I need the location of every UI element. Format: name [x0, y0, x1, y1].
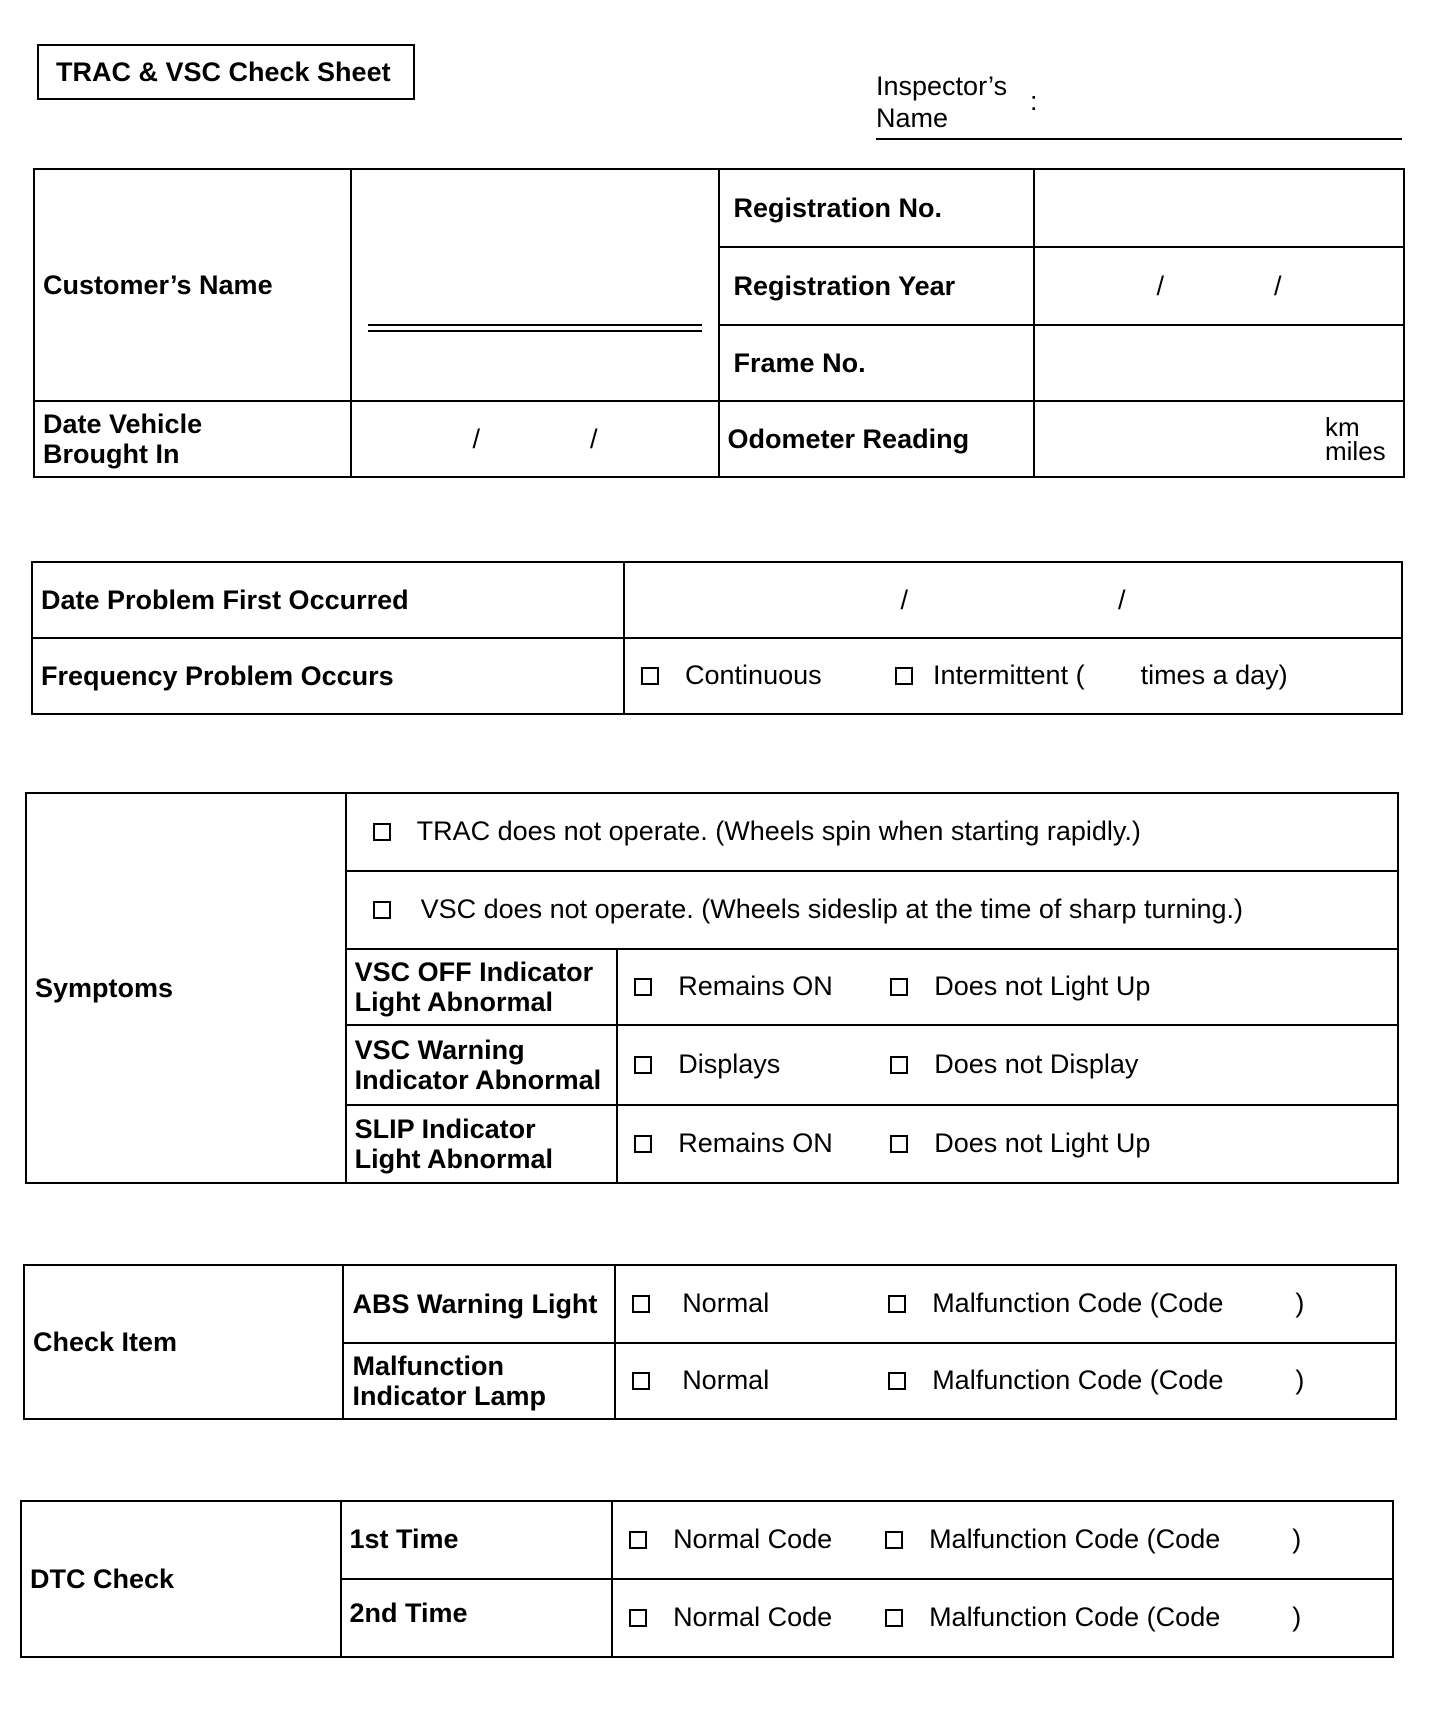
- slip-options: [617, 1105, 1398, 1183]
- vsc-symptom-text: VSC does not operate. (Wheels sideslip at the time of sharp turning.): [420, 894, 1243, 925]
- checkbox-icon[interactable]: [634, 1056, 652, 1074]
- checkbox-icon[interactable]: [632, 1372, 650, 1390]
- date-slash: /: [472, 423, 480, 454]
- odometer-field[interactable]: [1034, 401, 1404, 477]
- close-paren: ): [1292, 1602, 1302, 1633]
- checkbox-icon[interactable]: [890, 1135, 908, 1153]
- abs-warning-light-label: ABS Warning Light: [343, 1265, 615, 1343]
- first-time-options: [612, 1501, 1393, 1579]
- checkbox-icon[interactable]: [641, 667, 659, 685]
- registration-year-field[interactable]: [1034, 247, 1404, 325]
- malfunction-code-option: Malfunction Code (Code: [929, 1524, 1221, 1555]
- close-paren: ): [1292, 1524, 1302, 1555]
- checkbox-icon[interactable]: [632, 1295, 650, 1313]
- registration-year-label: Registration Year: [719, 247, 1034, 325]
- second-time-options: [612, 1579, 1393, 1657]
- date-brought-in-field[interactable]: [351, 401, 718, 477]
- mil-line1: Malfunction: [352, 1351, 504, 1381]
- registration-no-label: Registration No.: [719, 169, 1034, 247]
- date-brought-in-line2: Brought In: [43, 439, 180, 469]
- inspector-name-label: [876, 70, 1007, 134]
- vsc-off-options: [617, 949, 1398, 1025]
- remains-on-option: Remains ON: [678, 1128, 833, 1159]
- vsc-symptom: [346, 871, 1398, 949]
- mil-line2: Indicator Lamp: [352, 1381, 546, 1411]
- date-slash: /: [589, 423, 598, 454]
- malfunction-indicator-lamp-label: [343, 1343, 615, 1419]
- slip-indicator-label: [346, 1105, 618, 1183]
- symptoms-table: [25, 792, 1399, 1184]
- does-not-light-up-option: Does not Light Up: [934, 971, 1151, 1002]
- checkbox-icon[interactable]: [895, 667, 913, 685]
- date-brought-in-label: [34, 401, 351, 477]
- mil-options: [615, 1343, 1396, 1419]
- first-time-label: 1st Time: [341, 1501, 613, 1579]
- trac-symptom: [346, 793, 1398, 871]
- normal-option: Normal: [682, 1365, 770, 1396]
- check-item-table: [23, 1264, 1397, 1420]
- normal-code-option: Normal Code: [673, 1524, 833, 1555]
- checkbox-icon[interactable]: [885, 1531, 903, 1549]
- remains-on-option: Remains ON: [678, 971, 833, 1002]
- checkbox-icon[interactable]: [629, 1531, 647, 1549]
- odometer-unit-km: km: [1325, 412, 1360, 442]
- problem-table: [31, 561, 1403, 715]
- vsc-warning-indicator-label: [346, 1025, 618, 1105]
- date-slash: /: [1274, 270, 1282, 301]
- checkbox-icon[interactable]: [373, 823, 391, 841]
- malfunction-code-option: Malfunction Code (Code: [932, 1365, 1224, 1396]
- vehicle-info-table: [33, 168, 1405, 478]
- abs-options: [615, 1265, 1396, 1343]
- inspector-colon: :: [1030, 86, 1038, 116]
- vsc-off-line2: Light Abnormal: [354, 987, 554, 1017]
- customers-name-label: Customer’s Name: [34, 169, 351, 401]
- frame-no-field[interactable]: [1034, 325, 1404, 401]
- frame-no-label: Frame No.: [719, 325, 1034, 401]
- registration-no-field[interactable]: [1034, 169, 1404, 247]
- odometer-unit-miles: miles: [1325, 436, 1386, 466]
- date-first-occurred-label: Date Problem First Occurred: [32, 562, 624, 638]
- inspector-label-line1: Inspector’s: [876, 71, 1008, 101]
- inspector-name-field[interactable]: [876, 138, 1402, 140]
- check-item-label: Check Item: [24, 1265, 343, 1419]
- vsc-warning-line1: VSC Warning: [354, 1035, 525, 1065]
- checkbox-icon[interactable]: [373, 901, 391, 919]
- vsc-off-line1: VSC OFF Indicator: [354, 957, 594, 987]
- displays-option: Displays: [678, 1049, 781, 1080]
- malfunction-code-option: Malfunction Code (Code: [932, 1288, 1224, 1319]
- intermittent-option: Intermittent (: [933, 660, 1085, 691]
- continuous-option: Continuous: [685, 660, 822, 691]
- checkbox-icon[interactable]: [888, 1372, 906, 1390]
- dtc-check-table: [20, 1500, 1394, 1658]
- vsc-off-indicator-label: [346, 949, 618, 1025]
- sheet-title: TRAC & VSC Check Sheet: [37, 44, 415, 100]
- date-slash: /: [1118, 584, 1126, 615]
- symptoms-label: Symptoms: [26, 793, 346, 1183]
- does-not-light-up-option: Does not Light Up: [934, 1128, 1151, 1159]
- date-first-occurred-field[interactable]: [624, 562, 1402, 638]
- checkbox-icon[interactable]: [890, 1056, 908, 1074]
- close-paren: ): [1295, 1288, 1305, 1319]
- inspector-label-line2: Name: [876, 103, 949, 133]
- checkbox-icon[interactable]: [634, 1135, 652, 1153]
- trac-symptom-text: TRAC does not operate. (Wheels spin when starting rapidly.): [416, 816, 1141, 847]
- checkbox-icon[interactable]: [885, 1609, 903, 1627]
- checkbox-icon[interactable]: [890, 978, 908, 996]
- times-a-day-text: times a day): [1140, 660, 1288, 691]
- checkbox-icon[interactable]: [629, 1609, 647, 1627]
- frequency-label: Frequency Problem Occurs: [32, 638, 624, 714]
- close-paren: ): [1295, 1365, 1305, 1396]
- date-brought-in-line1: Date Vehicle: [43, 409, 203, 439]
- date-slash: /: [900, 584, 908, 615]
- malfunction-code-option: Malfunction Code (Code: [929, 1602, 1221, 1633]
- normal-code-option: Normal Code: [673, 1602, 833, 1633]
- customers-name-field[interactable]: [351, 169, 718, 401]
- vsc-warning-line2: Indicator Abnormal: [354, 1065, 602, 1095]
- normal-option: Normal: [682, 1288, 770, 1319]
- checkbox-icon[interactable]: [634, 978, 652, 996]
- slip-line2: Light Abnormal: [354, 1144, 554, 1174]
- does-not-display-option: Does not Display: [934, 1049, 1139, 1080]
- dtc-check-label: DTC Check: [21, 1501, 341, 1657]
- second-time-label: 2nd Time: [341, 1579, 613, 1657]
- slip-line1: SLIP Indicator: [354, 1114, 536, 1144]
- vsc-warning-options: [617, 1025, 1398, 1105]
- date-slash: /: [1156, 270, 1164, 301]
- frequency-options: [624, 638, 1402, 714]
- odometer-label: Odometer Reading: [719, 401, 1034, 477]
- checkbox-icon[interactable]: [888, 1295, 906, 1313]
